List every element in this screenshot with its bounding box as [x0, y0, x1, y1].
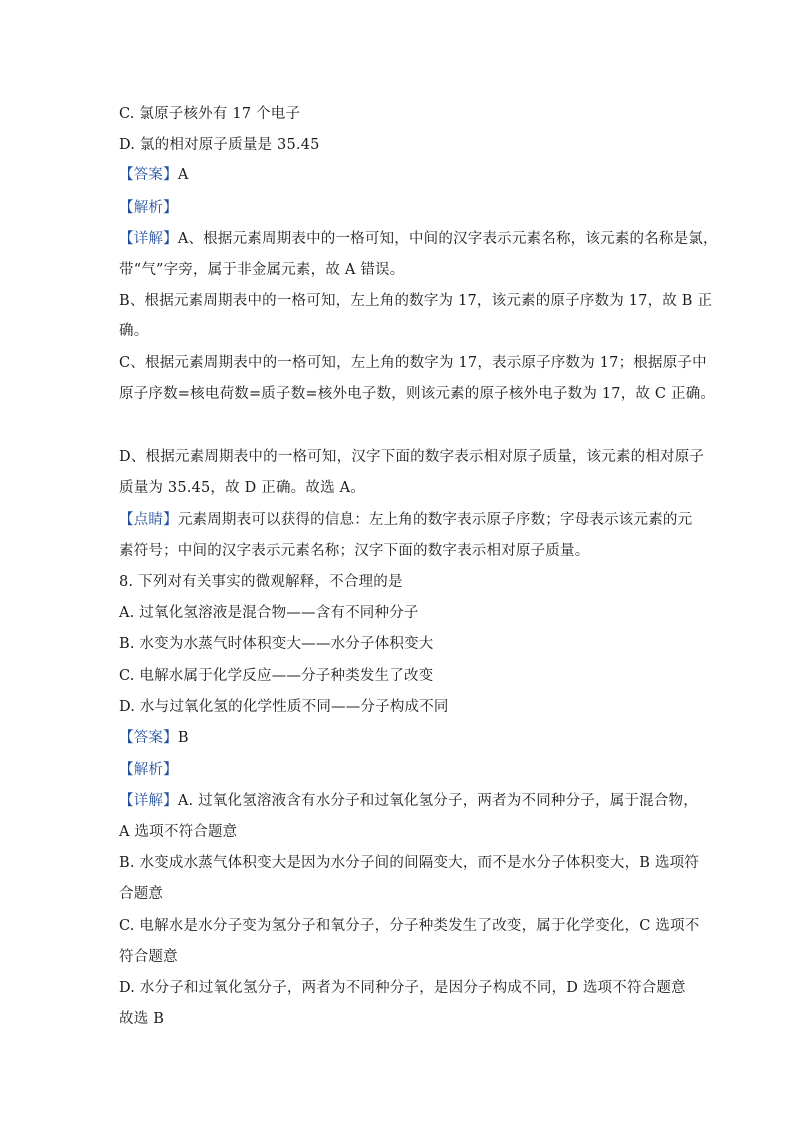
answer-line: 【答案】B	[119, 730, 189, 746]
option-d-line: D. 氯的相对原子质量是 35.45	[119, 137, 320, 153]
conclusion-line: 故选 B	[119, 1011, 165, 1027]
detail-tag: 【详解】	[119, 793, 178, 809]
text-line: 带“气”字旁，属于非金属元素，故 A 错误。	[119, 262, 405, 278]
text-line: B、根据元素周期表中的一格可知，左上角的数字为 17，该元素的原子序数为 17，故 B 正	[119, 293, 713, 309]
text-line: C. 电解水是水分子变为氢分子和氧分子，分子种类发生了改变，属于化学变化，C 选项不	[119, 918, 700, 934]
option-d-line: D. 水与过氧化氢的化学性质不同——分子构成不同	[119, 699, 449, 715]
text-line: A 选项不符合题意	[119, 824, 238, 840]
option-a-line: A. 过氧化氢溶液是混合物——含有不同种分子	[119, 605, 419, 621]
answer-tag: 【答案】	[119, 730, 178, 746]
tip-tag: 【点睛】	[119, 512, 178, 528]
answer-line: 【答案】A	[119, 167, 189, 183]
analysis-heading	[119, 198, 689, 218]
answer-tag: 【答案】	[119, 167, 178, 183]
detail-line: 【详解】A、根据元素周期表中的一格可知，中间的汉字表示元素名称，该元素的名称是氯，	[119, 231, 718, 247]
analysis-tag: 【解析】	[119, 200, 178, 216]
option-b-line: B. 水变为水蒸气时体积变大——水分子体积变大	[119, 636, 434, 652]
text-line: C、根据元素周期表中的一格可知，左上角的数字为 17，表示原子序数为 17；根据原子中	[119, 355, 707, 371]
question-8: 8. 下列对有关事实的微观解释，不合理的是	[119, 574, 403, 590]
detail-tag: 【详解】	[119, 231, 178, 247]
text-line: 符合题意	[119, 949, 178, 965]
text-line: 确。	[119, 323, 149, 339]
tip-line: 【点睛】元素周期表可以获得的信息：左上角的数字表示原子序数；字母表示该元素的元	[119, 512, 693, 528]
option-c-line: C. 氯原子核外有 17 个电子	[119, 106, 301, 122]
analysis-heading	[119, 760, 689, 780]
option-c-line: C. 电解水属于化学反应——分子种类发生了改变	[119, 668, 434, 684]
text-line: D. 水分子和过氧化氢分子，两者为不同种分子，是因分子构成不同，D 选项不符合题意	[119, 980, 686, 996]
analysis-tag: 【解析】	[119, 762, 178, 778]
detail-line: 【详解】A. 过氧化氢溶液含有水分子和过氧化氢分子，两者为不同种分子，属于混合物，	[119, 793, 698, 809]
text-line: 质量为 35.45，故 D 正确。故选 A。	[119, 480, 365, 496]
text-line: D、根据元素周期表中的一格可知，汉字下面的数字表示相对原子质量，该元素的相对原子	[119, 449, 705, 465]
text-line: B. 水变成水蒸气体积变大是因为水分子间的间隔变大，而不是水分子体积变大，B 选项符	[119, 855, 700, 871]
text-line: 合题意	[119, 886, 164, 902]
text-line: 原子序数=核电荷数=质子数=核外电子数，则该元素的原子核外电子数为 17，故 C 正确。	[119, 386, 716, 402]
text-line: 素符号；中间的汉字表示元素名称；汉字下面的数字表示相对原子质量。	[119, 543, 590, 559]
